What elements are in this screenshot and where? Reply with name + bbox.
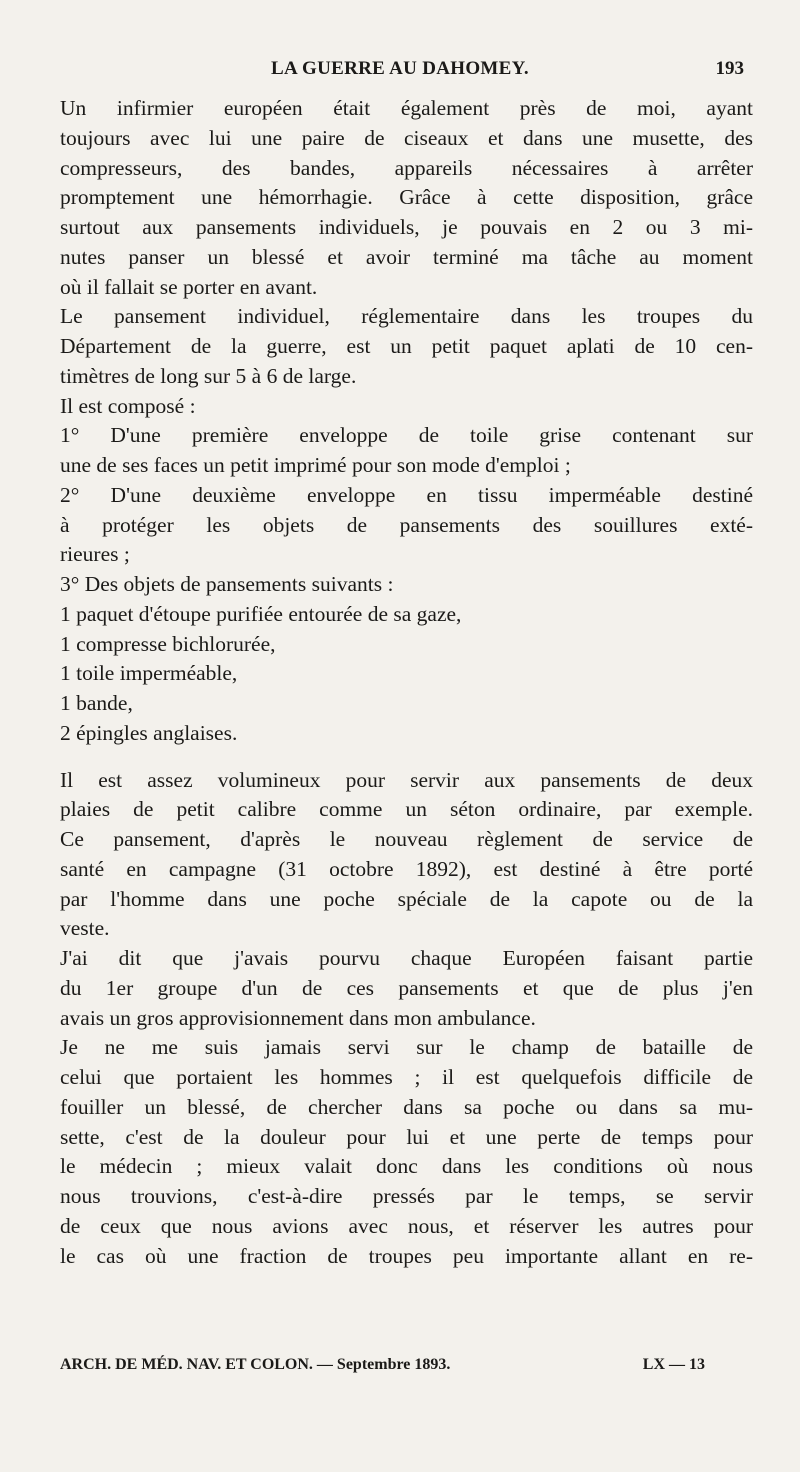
text-line: 3° Des objets de pansements suivants : — [60, 572, 394, 596]
text-line: Département de la guerre, est un petit paquet aplati de 10 cen- — [60, 334, 753, 358]
text-line: avais un gros approvisionnement dans mon ambulance. — [60, 1005, 536, 1030]
text-line: 1 compresse bichlorurée, — [60, 631, 276, 656]
text-line: le médecin ; mieux valait donc dans les conditions où nous — [60, 1154, 753, 1179]
text-line: J'ai dit que j'avais pourvu chaque Européen faisant partie — [60, 946, 753, 970]
text-line: une de ses faces un petit imprimé pour son mode d'emploi ; — [60, 453, 571, 477]
text-line: Un infirmier européen était également près de moi, ayant — [60, 96, 753, 120]
text-line: promptement une hémorrhagie. Grâce à cette disposition, grâce — [60, 185, 753, 210]
text-line: fouiller un blessé, de chercher dans sa poche ou dans sa mu- — [60, 1094, 753, 1119]
running-head — [50, 58, 750, 84]
text-line: 1 toile imperméable, — [60, 661, 238, 686]
text-line: Il est composé : — [60, 393, 196, 418]
page-footer — [60, 1356, 753, 1380]
footer-journal-citation: ARCH. DE MÉD. NAV. ET COLON. — Septembre 1893. — [60, 1356, 451, 1373]
text-line: 2 épingles anglaises. — [60, 720, 238, 745]
text-line: compresseurs, des bandes, appareils nécessaires à arrêter — [60, 155, 753, 180]
text-line: sette, c'est de la douleur pour lui et une perte de temps pour — [60, 1124, 753, 1149]
text-line: surtout aux pansements individuels, je pouvais en 2 ou 3 mi- — [60, 215, 753, 239]
text-line: Le pansement individuel, réglementaire dans les troupes du — [60, 304, 753, 329]
text-line: Il est assez volumineux pour servir aux pansements de deux — [60, 767, 753, 792]
text-line: celui que portaient les hommes ; il est quelquefois difficile de — [60, 1065, 753, 1089]
text-line: le cas où une fraction de troupes peu importante allant en re- — [60, 1243, 753, 1268]
text-line: toujours avec lui une paire de ciseaux et dans une musette, des — [60, 125, 753, 150]
text-line: timètres de long sur 5 à 6 de large. — [60, 363, 357, 388]
text-line: de ceux que nous avions avec nous, et réserver les autres pour — [60, 1213, 753, 1238]
text-line: veste. — [60, 916, 110, 941]
text-line: à protéger les objets de pansements des souillures exté- — [60, 512, 753, 537]
text-line: par l'homme dans une poche spéciale de la capote ou de la — [60, 886, 753, 911]
text-line: 1 bande, — [60, 691, 133, 715]
text-line: nous trouvions, c'est-à-dire pressés par le temps, se servir — [60, 1184, 753, 1208]
text-line: 1 paquet d'étoupe purifiée entourée de sa gaze, — [60, 601, 462, 626]
text-line: nutes panser un blessé et avoir terminé ma tâche au moment — [60, 244, 753, 269]
paragraph-gap — [60, 749, 753, 766]
page-number: 193 — [715, 58, 744, 79]
text-line: rieures ; — [60, 542, 130, 567]
text-line: où il fallait se porter en avant. — [60, 274, 318, 299]
text-line: Je ne me suis jamais servi sur le champ de bataille de — [60, 1035, 753, 1060]
text-line: 2° D'une deuxième enveloppe en tissu imperméable destiné — [60, 482, 753, 507]
text-line: du 1er groupe d'un de ces pansements et que de plus j'en — [60, 975, 753, 1000]
body-text — [60, 94, 753, 1271]
running-title: LA GUERRE AU DAHOMEY. — [271, 58, 529, 79]
footer-signature-mark: LX — 13 — [642, 1356, 705, 1373]
text-line: santé en campagne (31 octobre 1892), est destiné à être porté — [60, 856, 753, 881]
text-line: plaies de petit calibre comme un séton ordinaire, par exemple. — [60, 797, 753, 822]
text-line: Ce pansement, d'après le nouveau règlement de service de — [60, 827, 753, 851]
text-line: 1° D'une première enveloppe de toile grise contenant sur — [60, 423, 753, 448]
